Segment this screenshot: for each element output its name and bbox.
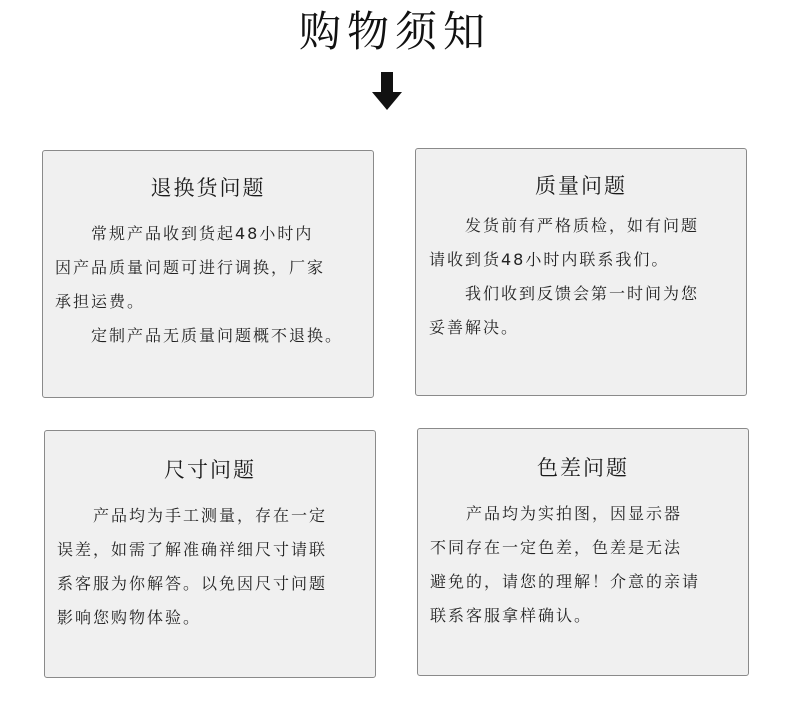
card-line: 产品均为实拍图，因显示器 — [466, 504, 683, 523]
arrow-down-icon — [372, 72, 402, 110]
quality-issue-card — [415, 148, 747, 396]
card-line: 误差，如需了解准确祥细尺寸请联 — [57, 540, 328, 559]
page-title: 购物须知 — [298, 7, 491, 56]
card-line: 承担运费。 — [55, 292, 146, 311]
card-line: 联系客服拿样确认。 — [430, 606, 593, 625]
card-line: 系客服为你解答。以免因尺寸问题 — [57, 574, 328, 593]
card-line: 请收到货48小时内联系我们。 — [429, 250, 670, 269]
card-line: 影响您购物体验。 — [57, 608, 202, 627]
card-line: 定制产品无质量问题概不退换。 — [91, 326, 344, 345]
card-line: 发货前有严格质检，如有问题 — [465, 216, 700, 235]
card-line: 我们收到反馈会第一时间为您 — [465, 284, 700, 303]
return-exchange-card — [42, 150, 374, 398]
card-body — [55, 217, 343, 353]
card-body — [430, 497, 700, 633]
card-line: 产品均为手工测量，存在一定 — [93, 506, 328, 525]
card-body — [57, 499, 327, 635]
card-line: 不同存在一定色差，色差是无法 — [430, 538, 683, 557]
card-line: 常规产品收到货起48小时内 — [91, 224, 314, 243]
color-difference-card — [417, 428, 749, 676]
card-title: 色差问题 — [537, 456, 629, 480]
card-line: 因产品质量问题可进行调换，厂家 — [55, 258, 326, 277]
card-line: 避免的，请您的理解！介意的亲请 — [430, 572, 701, 591]
card-title: 质量问题 — [535, 174, 627, 198]
card-line: 妥善解决。 — [429, 318, 520, 337]
card-body — [429, 209, 699, 345]
card-title: 退换货问题 — [150, 176, 266, 200]
size-issue-card — [44, 430, 376, 678]
card-title: 尺寸问题 — [164, 458, 256, 482]
